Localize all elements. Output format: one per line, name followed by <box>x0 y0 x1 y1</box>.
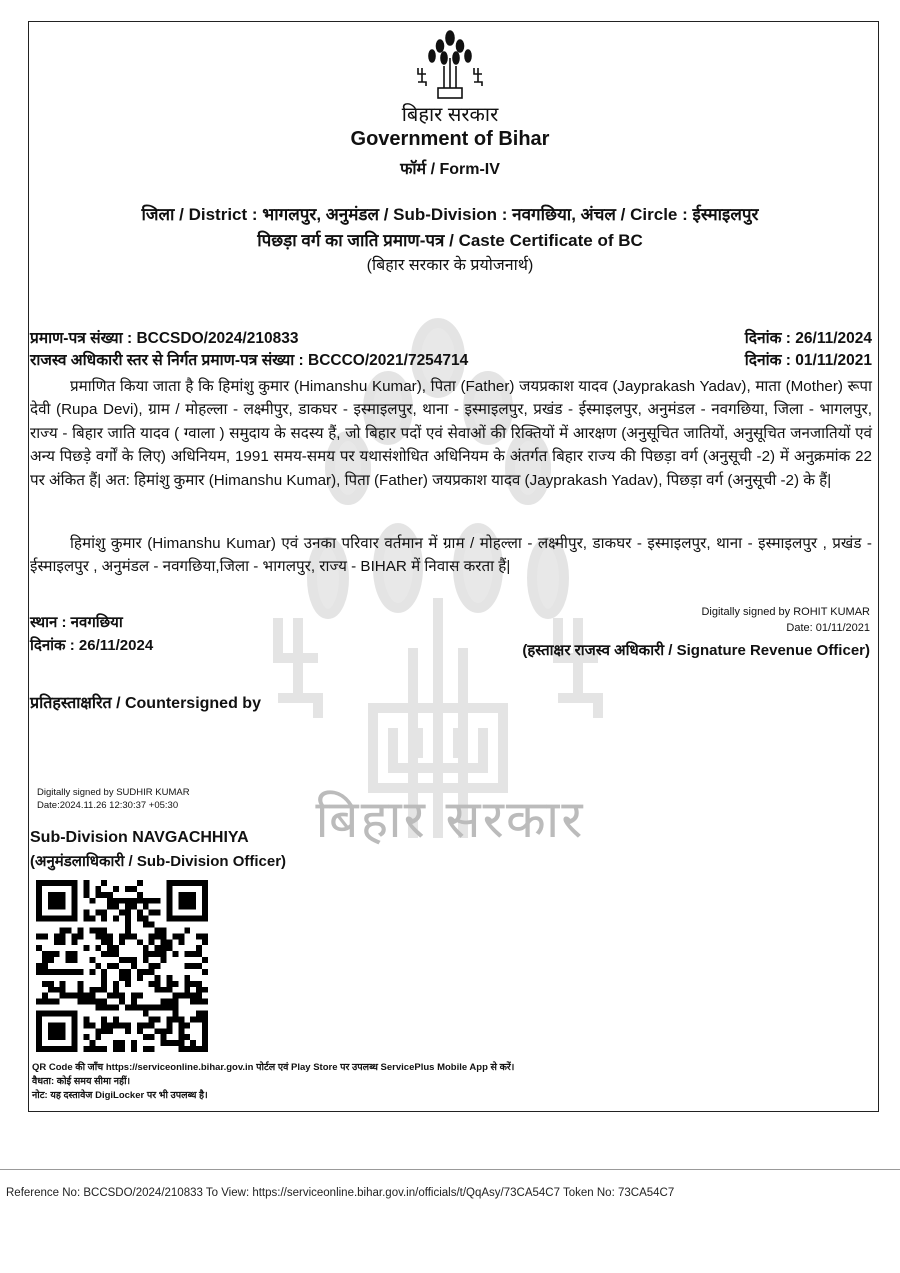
certificate-number-row <box>30 326 872 346</box>
digital-signature-revenue-date: Date: 01/11/2021 <box>786 622 870 634</box>
purpose-line: (बिहार सरकार के प्रयोजनार्थ) <box>366 257 534 274</box>
header-title-english: Government of Bihar <box>350 128 550 150</box>
certificate-date: दिनांक : 26/11/2024 <box>744 330 872 347</box>
revenue-certificate-number: राजस्व अधिकारी स्तर से निर्गत प्रमाण-पत्र संख्या : BCCCO/2021/7254714 <box>30 352 469 369</box>
district-line: जिला / District : भागलपुर, अनुमंडल / Sub-Division : नवगछिया, अंचल / Circle : ईस्माइलपुर <box>141 205 759 224</box>
form-number: फॉर्म / Form-IV <box>400 161 500 178</box>
footer-divider <box>0 1169 900 1170</box>
qr-code <box>36 880 208 1052</box>
validity-note: वैधता: कोई समय सीमा नहीं। <box>32 1076 131 1087</box>
certificate-paragraph-2: हिमांशु कुमार (Himanshu Kumar) एवं उनका परिवार वर्तमान में ग्राम / मोहल्ला - लक्ष्मीपुर, डाकघर - इस्माइलपुर, थाना - इस्माइलपुर , प्रखंड - ईस्माइलपुर , अनुमंडल - नवगछिया,जिला - भागलपुर, राज्य - BIHAR में निवास करता हैं| <box>30 535 872 576</box>
certificate-title: पिछड़ा वर्ग का जाति प्रमाण-पत्र / Caste Certificate of BC <box>257 231 643 250</box>
qr-verification-note: QR Code की जाँच https://serviceonline.bihar.gov.in पोर्टल एवं Play Store पर उपलब्ध ServicePlus Mobile App से करें। <box>32 1062 515 1073</box>
digital-signature-sdo: Digitally signed by SUDHIR KUMAR <box>37 787 190 798</box>
watermark-text: बिहार सरकार <box>315 790 585 850</box>
certificate-paragraph-1: प्रमाणित किया जाता है कि हिमांशु कुमार (Himanshu Kumar), पिता (Father) जयप्रकाश यादव (Jayprakash Yadav), माता (Mother) रूपा देवी (Rupa Devi), ग्राम / मोहल्ला - लक्ष्मीपुर, डाकघर - इस्माइलपुर, थाना - इस्माइलपुर, प्रखंड - ईस्माइलपुर, अनुमंडल - नवगछिया, जिला - भागलपुर, राज्य - बिहार जाति यादव ( ग्वाला ) समुदाय के सदस्य हैं, जो बिहार पदों एवं सेवाओं की रिक्तियों में आरक्षण (अनुसूचित जातियों, अनुसूचित जनजातियों एवं अन्य पिछड़े वर्गों के लिए) अधिनियम, 1991 समय-समय पर यथासंशोधित अधिनियम के अंतर्गत बिहार राज्य की पिछड़ा वर्ग (अनुसूची -2) में अनुक्रमांक 22 पर अंकित हैं| अत: हिमांशु कुमार (Himanshu Kumar), पिता (Father) जयप्रकाश यादव (Jayprakash Yadav), पिछड़ा वर्ग (अनुसूची -2) के हैं| <box>30 378 872 489</box>
sub-division-office: Sub-Division NAVGACHHIYA <box>30 829 249 846</box>
header-title-hindi: बिहार सरकार <box>401 104 499 126</box>
issue-date: दिनांक : 26/11/2024 <box>30 637 154 654</box>
digital-signature-sdo-date: Date:2024.11.26 12:30:37 +05:30 <box>37 800 179 811</box>
digilocker-note: नोट: यह दस्तावेज DigiLocker पर भी उपलब्ध है। <box>32 1090 208 1101</box>
revenue-officer-designation: (हस्ताक्षर राजस्व अधिकारी / Signature Revenue Officer) <box>522 642 870 659</box>
revenue-certificate-date: दिनांक : 01/11/2021 <box>744 352 872 369</box>
sub-division-officer-designation: (अनुमंडलाधिकारी / Sub-Division Officer) <box>30 853 287 870</box>
reference-footer: Reference No: BCCSDO/2024/210833 To View: https://serviceonline.bihar.gov.in/officials/t/QqAsy/73CA54C7 Token No: 73CA54C7 <box>6 1187 675 1199</box>
digital-signature-revenue: Digitally signed by ROHIT KUMAR <box>701 606 870 618</box>
place: स्थान : नवगछिया <box>30 614 123 631</box>
bihar-emblem-icon <box>412 28 488 102</box>
countersigned-label: प्रतिहस्ताक्षरित / Countersigned by <box>30 695 261 712</box>
revenue-number-row <box>30 348 872 368</box>
certificate-number: प्रमाण-पत्र संख्या : BCCSDO/2024/210833 <box>30 330 299 347</box>
